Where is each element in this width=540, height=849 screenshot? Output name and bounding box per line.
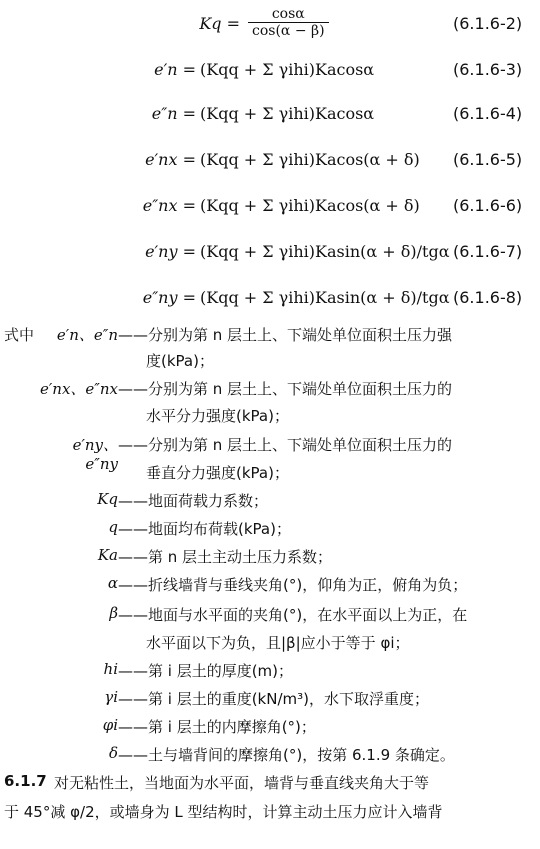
definition-text: ——第 i 层土的重度(kN/m³)，水下取浮重度； bbox=[118, 690, 429, 708]
clause-number: 6.1.7 bbox=[4, 772, 47, 790]
definition-text: ——分别为第 n 层土上、下端处单位面积土压力的 bbox=[118, 380, 453, 398]
equation-lhs: e″n = bbox=[151, 104, 196, 123]
equation-6-1-6-8 bbox=[0, 280, 540, 320]
definition-continuation: 水平面以下为负，且|β|应小于等于 φi； bbox=[146, 634, 410, 652]
equation-lhs: e′ny = bbox=[145, 242, 196, 261]
equation-lhs: e′nx = bbox=[145, 150, 196, 169]
fraction bbox=[248, 6, 329, 39]
equation-rhs: (Kqq + Σ γihi)Kacosα bbox=[200, 60, 375, 79]
equation-number: (6.1.6-5) bbox=[453, 150, 523, 169]
definition-text: ——土与墙背间的摩擦角(°)，按第 6.1.9 条确定。 bbox=[118, 746, 455, 764]
equation-lhs: e″ny = bbox=[142, 288, 196, 307]
definition-symbol: e′n、e″n bbox=[56, 326, 118, 344]
equation-number: (6.1.6-2) bbox=[453, 14, 523, 33]
equation-number: (6.1.6-3) bbox=[453, 60, 523, 79]
equation-6-1-6-4 bbox=[0, 96, 540, 136]
definition-text: ——地面均布荷载(kPa)； bbox=[118, 520, 291, 538]
definition-continuation: 垂直分力强度(kPa)； bbox=[146, 464, 289, 482]
equation-6-1-6-2 bbox=[0, 6, 540, 46]
equation-6-1-6-6 bbox=[0, 188, 540, 228]
definition-continuation: 水平分力强度(kPa)； bbox=[146, 407, 289, 425]
clause-line-1: 对无粘性土，当地面为水平面，墙背与垂直线夹角大于等 bbox=[54, 774, 430, 792]
definition-text: ——第 i 层土的内摩擦角(°)； bbox=[118, 718, 316, 736]
definition-text: ——分别为第 n 层土上、下端处单位面积土压力强 bbox=[118, 326, 453, 344]
where-label: 式中 bbox=[4, 326, 35, 344]
definition-text: ——折线墙背与垂线夹角(°)，仰角为正，俯角为负； bbox=[118, 576, 468, 594]
fraction-numerator: cosα bbox=[248, 6, 329, 23]
equation-number: (6.1.6-4) bbox=[453, 104, 523, 123]
definition-symbol: e′nx、e″nx bbox=[40, 380, 119, 398]
equation-number: (6.1.6-8) bbox=[453, 288, 523, 307]
definition-symbol: β bbox=[109, 604, 118, 622]
definition-symbol: Ka bbox=[97, 546, 118, 564]
equation-number: (6.1.6-7) bbox=[453, 242, 523, 261]
definition-symbol: γi bbox=[104, 688, 118, 706]
equation-6-1-6-7 bbox=[0, 234, 540, 274]
definition-symbol: hi bbox=[103, 660, 118, 678]
definition-text: ——地面与水平面的夹角(°)，在水平面以上为正，在 bbox=[118, 606, 468, 624]
definition-text: ——地面荷载力系数； bbox=[118, 492, 269, 510]
clause-line-2: 于 45°减 φ/2，或墙身为 L 型结构时，计算主动土压力应计入墙背 bbox=[4, 803, 443, 821]
definition-symbol: δ bbox=[108, 744, 118, 762]
definition-text: ——第 n 层土主动土压力系数； bbox=[118, 548, 333, 566]
definition-symbol: q bbox=[108, 518, 118, 536]
definition-symbol: φi bbox=[102, 716, 118, 734]
definition-symbol: α bbox=[107, 574, 118, 592]
fraction-denominator: cos(α − β) bbox=[252, 23, 325, 39]
equation-rhs bbox=[248, 6, 329, 39]
equation-rhs: (Kqq + Σ γihi)Kacosα bbox=[200, 104, 375, 123]
definition-text: ——分别为第 n 层土上、下端处单位面积土压力的 bbox=[118, 436, 453, 454]
equation-rhs: (Kqq + Σ γihi)Kacos(α + δ) bbox=[200, 150, 420, 169]
definition-continuation: 度(kPa)； bbox=[146, 352, 214, 370]
equation-rhs: (Kqq + Σ γihi)Kasin(α + δ)/tgα bbox=[200, 288, 450, 307]
equation-6-1-6-3 bbox=[0, 52, 540, 92]
equation-rhs: (Kqq + Σ γihi)Kasin(α + δ)/tgα bbox=[200, 242, 450, 261]
equation-6-1-6-5 bbox=[0, 142, 540, 182]
equation-lhs: e′n = bbox=[154, 60, 196, 79]
equation-lhs: e″nx = bbox=[142, 196, 196, 215]
definition-symbol: e′ny、e″ny bbox=[72, 436, 118, 473]
equation-rhs: (Kqq + Σ γihi)Kacos(α + δ) bbox=[200, 196, 420, 215]
equation-lhs: Kq = bbox=[199, 14, 240, 33]
definition-symbol: Kq bbox=[97, 490, 118, 508]
equation-number: (6.1.6-6) bbox=[453, 196, 523, 215]
definition-text: ——第 i 层土的厚度(m)； bbox=[118, 662, 294, 680]
